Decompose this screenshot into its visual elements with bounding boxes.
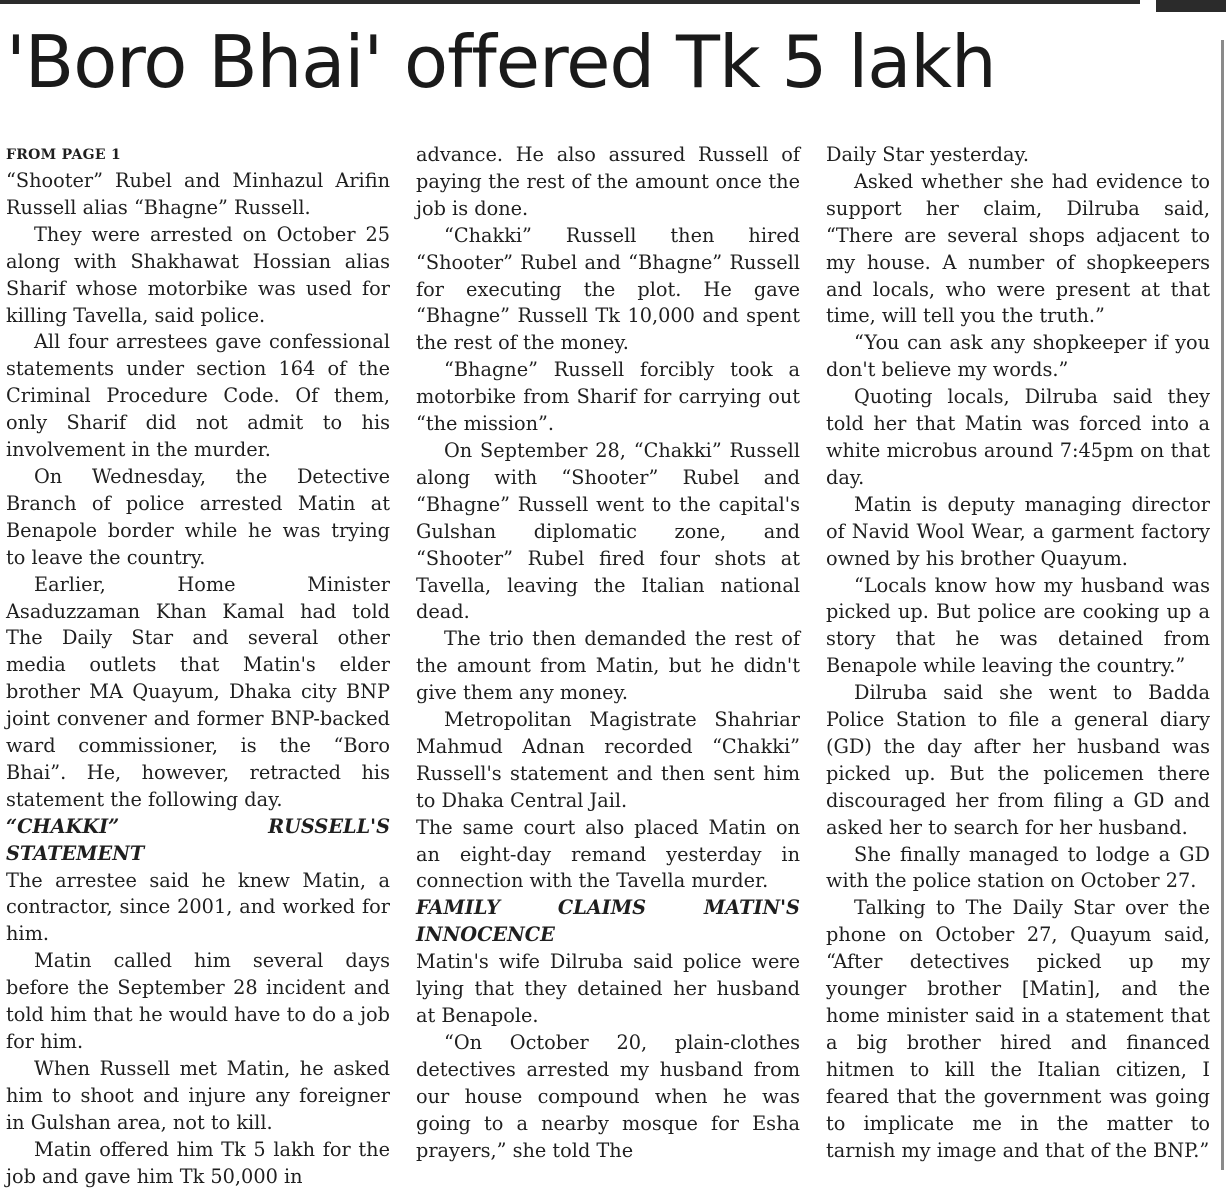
paragraph: Matin is deputy managing director of Navid Wool Wear, a garment factory owned by his brother Quayum. xyxy=(826,492,1210,570)
paragraph: Matin offered him Tk 5 lakh for the job and gave him Tk 50,000 in xyxy=(6,1137,390,1188)
paragraph: On Wednesday, the Detective Branch of police arrested Matin at Benapole border while he was trying to leave the country. xyxy=(6,464,390,569)
paragraph: The same court also placed Matin on an eight-day remand yesterday in connection with the Tavella murder. xyxy=(416,815,800,893)
paragraph: All four arrestees gave confessional statements under section 164 of the Criminal Procedure Code. Of them, only Sharif did not admit to his involvement in the murder. xyxy=(6,330,390,462)
paragraph: Talking to The Daily Star over the phone on October 27, Quayum said, “After detectives picked up my younger brother [Matin], and the home minister said in a statement that a big brother hired and financed hitmen to kill the Italian citizen, I feared that the government was going to implicate me in the matter to tarnish my image and that of the BNP.” xyxy=(826,896,1210,1162)
paragraph: Earlier, Home Minister Asaduzzaman Khan Kamal had told The Daily Star and several other media outlets that Matin's elder brother MA Quayum, Dhaka city BNP joint convener and former BNP-backed ward commissioner, is the “Boro Bhai”. He, however, retracted his statement the following day. xyxy=(6,572,390,811)
paragraph: When Russell met Matin, he asked him to shoot and injure any foreigner in Gulshan area, not to kill. xyxy=(6,1056,390,1134)
paragraph: Quoting locals, Dilruba said they told her that Matin was forced into a white microbus around 7:45pm on that day. xyxy=(826,385,1210,489)
headline: 'Boro Bhai' offered Tk 5 lakh xyxy=(6,20,996,104)
paragraph: The arrestee said he knew Matin, a contractor, since 2001, and worked for him. xyxy=(6,868,390,946)
corner-mark xyxy=(1156,0,1226,12)
page-edge xyxy=(1221,40,1224,1170)
paragraph: Matin's wife Dilruba said police were lying that they detained her husband at Benapole. xyxy=(416,950,800,1027)
subheading: FAMILY CLAIMS MATIN'S INNOCENCE xyxy=(416,896,800,947)
paragraph: On September 28, “Chakki” Russell along with “Shooter” Rubel and “Bhagne” Russell went to the capital's Gulshan diplomatic zone, and “Shooter” Rubel fired four shots at Tavella, leaving the Italian national dead. xyxy=(416,438,800,624)
top-rule xyxy=(0,0,1140,4)
paragraph: advance. He also assured Russell of paying the rest of the amount once the job is done. xyxy=(416,143,800,220)
paragraph: “You can ask any shopkeeper if you don't believe my words.” xyxy=(826,331,1210,382)
paragraph: The trio then demanded the rest of the amount from Matin, but he didn't give them any money. xyxy=(416,627,800,705)
paragraph: “Shooter” Rubel and Minhazul Arifin Russell alias “Bhagne” Russell. xyxy=(6,169,390,219)
paragraph: Asked whether she had evidence to support her claim, Dilruba said, “There are several shops adjacent to my house. A number of shopkeepers and locals, who were present at that time, will tell you the truth.” xyxy=(826,169,1210,328)
paragraph: She finally managed to lodge a GD with the police station on October 27. xyxy=(826,842,1210,893)
paragraph: Metropolitan Magistrate Shahriar Mahmud Adnan recorded “Chakki” Russell's statement and then sent him to Dhaka Central Jail. xyxy=(416,708,800,812)
paragraph: They were arrested on October 25 along with Shakhawat Hossian alias Sharif whose motorbike was used for killing Tavella, said police. xyxy=(6,222,390,327)
from-page-label: FROM PAGE 1 xyxy=(6,147,122,163)
paragraph: “Locals know how my husband was picked up. But police are cooking up a story that he was detained from Benapole while leaving the country.” xyxy=(826,573,1210,678)
subheading: “CHAKKI” RUSSELL'S STATEMENT xyxy=(6,814,390,865)
article-column-1 xyxy=(6,142,390,1190)
article-column-3 xyxy=(826,142,1210,1164)
paragraph: “Chakki” Russell then hired “Shooter” Rubel and “Bhagne” Russell for executing the plot. He gave “Bhagne” Russell Tk 10,000 and spent the rest of the money. xyxy=(416,223,800,355)
paragraph: “Bhagne” Russell forcibly took a motorbike from Sharif for carrying out “the mission”. xyxy=(416,358,800,436)
paragraph: Dilruba said she went to Badda Police Station to file a general diary (GD) the day after her husband was picked up. But the policemen there discouraged her from filing a GD and asked her to search for her husband. xyxy=(826,681,1210,839)
article-column-2 xyxy=(416,142,800,1164)
paragraph: Daily Star yesterday. xyxy=(826,143,1029,166)
paragraph: Matin called him several days before the September 28 incident and told him that he would have to do a job for him. xyxy=(6,949,390,1053)
paragraph: “On October 20, plain-clothes detectives arrested my husband from our house compound when he was going to a nearby mosque for Esha prayers,” she told The xyxy=(416,1030,800,1162)
